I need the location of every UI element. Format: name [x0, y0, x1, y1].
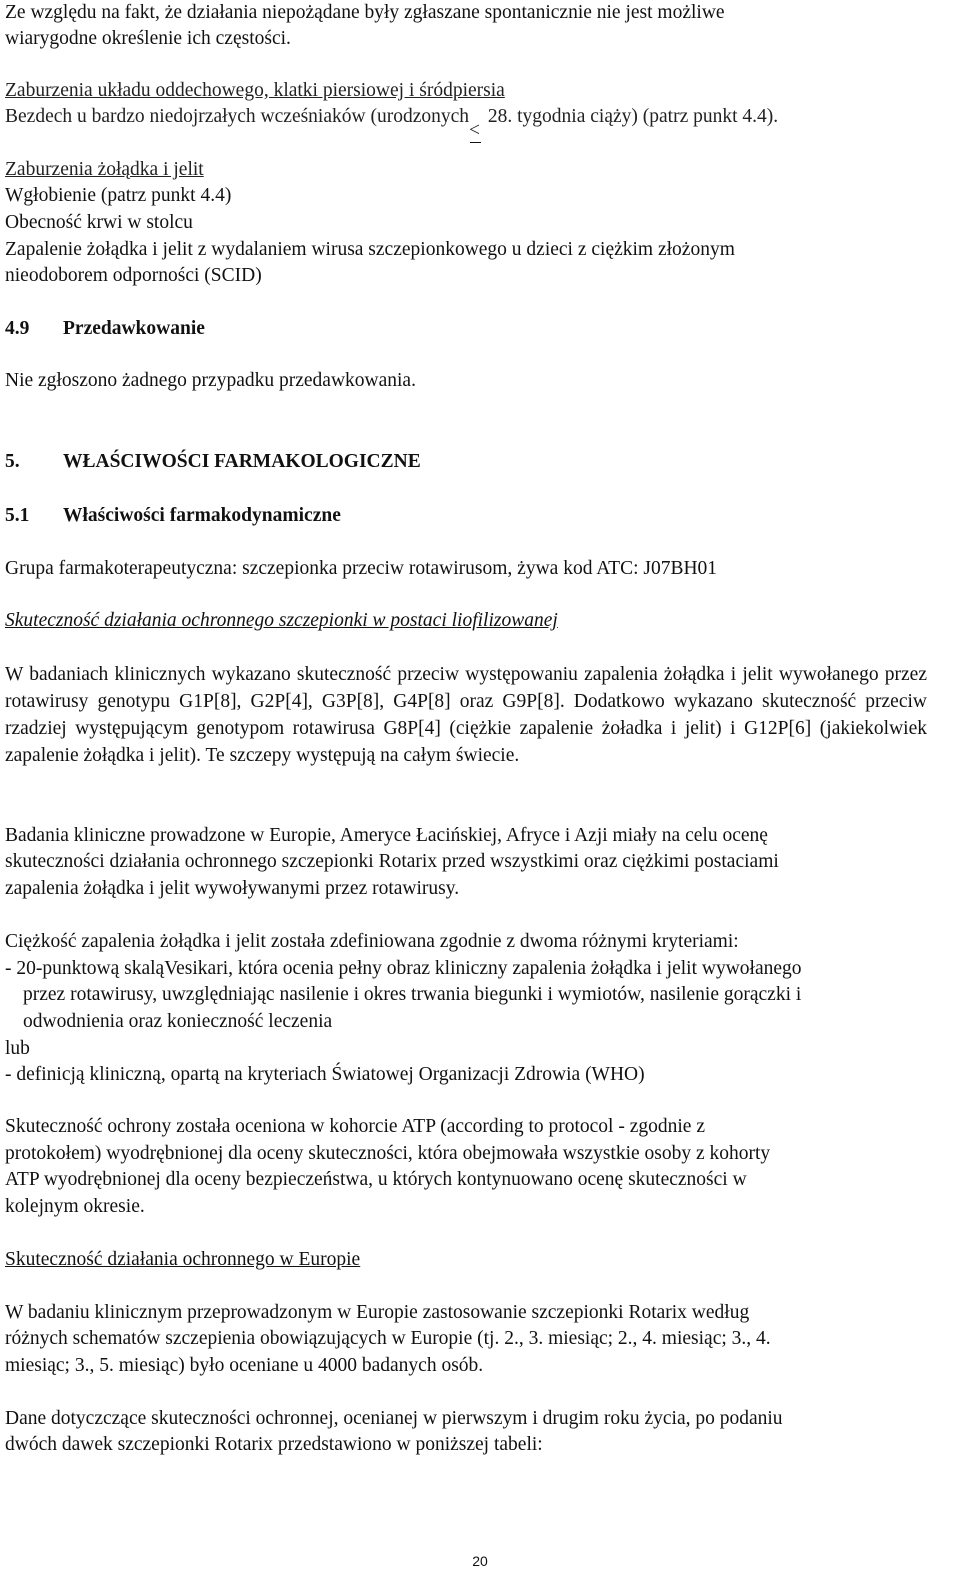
text-line: Skuteczność ochrony została oceniona w kohorcie ATP (according to protocol - zgodnie z — [5, 1116, 705, 1137]
paragraph-clinical-trials: W badaniach klinicznych wykazano skuteczność przeciw występowaniu zapalenia żołądka i jelit wywołanego przez rotawirusy genotypu G1P[8], G2P[4], G3P[8], G4P[8] oraz G9P[8]. Dodatkowo wykazano skuteczność przeciw rzadziej występującym genotypom rotawirusa G8P[4] (ciężkie zapalenie żoładka i jelit) i G12P[6] (jakiekolwiek zapalenie żołądka i jelit). Te szczepy występują na całym świecie. — [5, 664, 927, 766]
list-item: Zapalenie żołądka i jelit z wydalaniem wirusa szczepionkowego u dzieci z ciężkim złożonym — [5, 239, 735, 260]
list-item-continuation: przez rotawirusy, uwzględniając nasilenie i okres trwania biegunki i wymiotów, nasilenie gorączki i — [23, 984, 802, 1005]
section-number: 5. — [5, 451, 20, 472]
text-line: wiarygodne określenie ich częstości. — [5, 28, 291, 49]
list-item: Obecność krwi w stolcu — [5, 212, 193, 233]
list-item: Wgłobienie (patrz punkt 4.4) — [5, 185, 232, 206]
text-line: różnych schematów szczepienia obowiązujących w Europie (tj. 2., 3. miesiąc; 2., 4. miesiąc; 3., 4. — [5, 1328, 771, 1349]
text-line: Dane dotyczczące skuteczności ochronnej, ocenianej w pierwszym i drugim roku życia, po podaniu — [5, 1408, 783, 1429]
text-fragment: Bezdech u bardzo niedojrzałych wcześniaków (urodzonych — [5, 106, 470, 127]
list-item: - 20-punktową skaląVesikari, która ocenia pełny obraz kliniczny zapalenia żołądka i jelit wywołanego — [5, 958, 802, 979]
text-line: dwóch dawek szczepionki Rotarix przedstawiono w poniższej tabeli: — [5, 1434, 543, 1455]
section-number: 5.1 — [5, 505, 30, 526]
text-line: protokołem) wyodrębnionej dla oceny skuteczności, która obejmowała wszystkie osoby z kohorty — [5, 1143, 771, 1164]
text-line-apnea — [5, 104, 778, 131]
text-line: zapalenia żołądka i jelit wywoływanymi przez rotawirusy. — [5, 878, 460, 899]
text-fragment: 28. tygodnia ciąży) (patrz punkt 4.4). — [487, 106, 779, 127]
text-line: ATP wyodrębnionej dla oceny bezpieczeństwa, u których kontynuowano ocenę skuteczności w — [5, 1169, 747, 1190]
text-line: skuteczności działania ochronnego szczepionki Rotarix przed wszystkimi oraz ciężkimi postaciami — [5, 851, 779, 872]
section-title: WŁAŚCIWOŚCI FARMAKOLOGICZNE — [63, 451, 421, 472]
list-item: nieodoborem odporności (SCID) — [5, 265, 262, 286]
text-line: Ze względu na fakt, że działania niepożądane były zgłaszane spontanicznie nie jest możliwe — [5, 2, 725, 23]
text-line: lub — [5, 1038, 30, 1059]
text-line: Badania kliniczne prowadzone w Europie, Ameryce Łacińskiej, Afryce i Azji miały na celu ocenę — [5, 825, 768, 846]
section-number: 4.9 — [5, 318, 30, 339]
section-heading-gastrointestinal: Zaburzenia żołądka i jelit — [5, 159, 204, 180]
text-line: Ciężkość zapalenia żołądka i jelit została zdefiniowana zgodnie z dwoma różnymi kryteriami: — [5, 931, 739, 952]
subheading-lyophilized-efficacy: Skuteczność działania ochronnego szczepionki w postaci liofilizowanej — [5, 610, 558, 631]
paragraph-pharma-group: Grupa farmakoterapeutyczna: szczepionka przeciw rotawirusom, żywa kod ATC: J07BH01 — [5, 558, 718, 579]
section-heading-pharmacology — [5, 449, 421, 476]
section-title: Przedawkowanie — [63, 318, 205, 339]
section-heading-overdose — [5, 316, 205, 343]
list-item-continuation: odwodnienia oraz konieczność leczenia — [23, 1011, 333, 1032]
page-number: 20 — [472, 1553, 488, 1569]
text-line: miesiąc; 3., 5. miesiąc) było oceniane u 4000 badanych osób. — [5, 1355, 484, 1376]
section-heading-respiratory: Zaburzenia układu oddechowego, klatki piersiowej i śródpiersia — [5, 80, 505, 101]
list-item: - definicją kliniczną, opartą na kryteriach Światowej Organizacji Zdrowia (WHO) — [5, 1064, 645, 1085]
text-line: kolejnym okresie. — [5, 1196, 145, 1217]
subheading-europe-efficacy: Skuteczność działania ochronnego w Europie — [5, 1249, 361, 1270]
section-title: Właściwości farmakodynamiczne — [63, 505, 341, 526]
section-heading-pharmacodynamics — [5, 503, 341, 530]
text-line: W badaniu klinicznym przeprowadzonym w Europie zastosowanie szczepionki Rotarix według — [5, 1302, 750, 1323]
paragraph: Nie zgłoszono żadnego przypadku przedawkowania. — [5, 370, 416, 391]
